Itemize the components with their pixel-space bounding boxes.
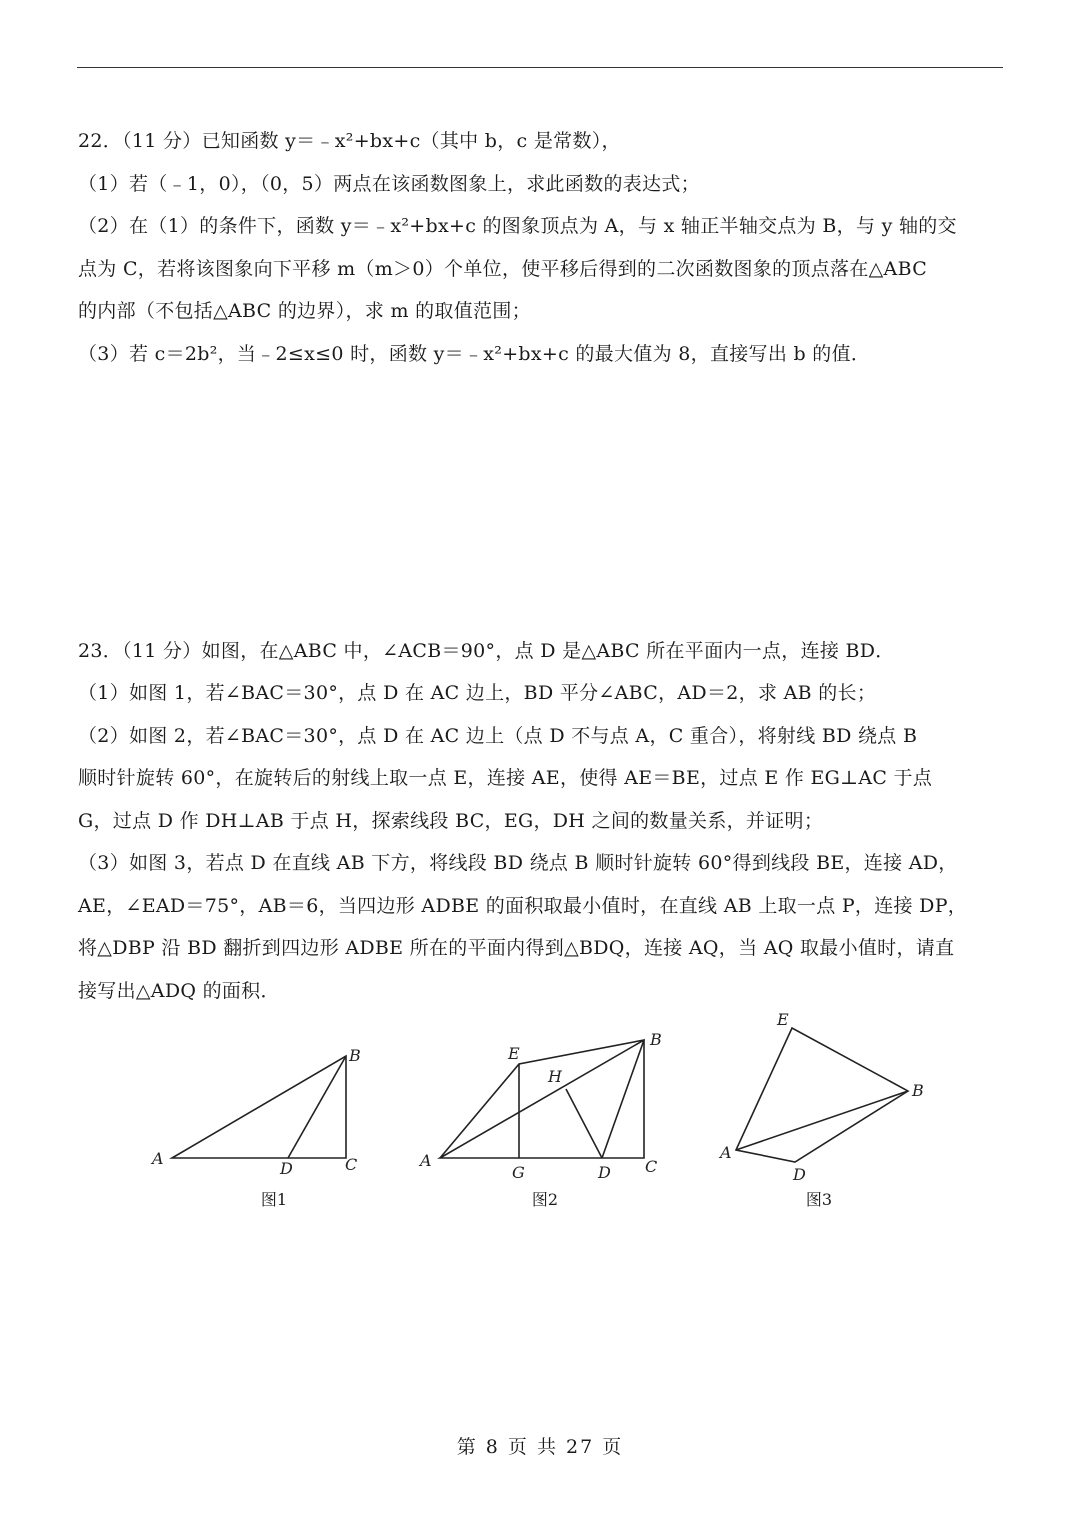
q23-line-4: 顺时针旋转 60°，在旋转后的射线上取一点 E，连接 AE，使得 AE＝BE，过点 E 作 EG⊥AC 于点 — [78, 767, 933, 789]
q23-line-1: 23．（11 分）如图，在△ABC 中，∠ACB＝90°，点 D 是△ABC 所在平面内一点，连接 BD． — [78, 640, 895, 662]
q23-line-5: G，过点 D 作 DH⊥AB 于点 H，探索线段 BC，EG，DH 之间的数量关系，并证明； — [78, 810, 824, 832]
label-b-fig3: B — [912, 1081, 924, 1100]
label-g-fig2: G — [512, 1163, 525, 1182]
figure-1-caption: 图1 — [260, 1190, 288, 1209]
quadrilateral-adbe-fig3 — [736, 1028, 908, 1162]
label-b-fig2: B — [650, 1030, 662, 1049]
label-c-fig2: C — [645, 1157, 658, 1176]
label-d-fig2: D — [598, 1163, 611, 1182]
label-b-fig1: B — [349, 1046, 361, 1065]
q23-line-6: （3）如图 3，若点 D 在直线 AB 下方，将线段 BD 绕点 B 顺时针旋转 60°得到线段 BE，连接 AD， — [78, 852, 958, 874]
q23-line-9: 接写出△ADQ 的面积． — [78, 980, 280, 1002]
triangle-abc-fig2 — [440, 1040, 644, 1158]
q23-line-7: AE，∠EAD＝75°，AB＝6，当四边形 ADBE 的面积取最小值时，在直线 AB 上取一点 P，连接 DP， — [78, 895, 968, 917]
q22-line-5: 的内部（不包括△ABC 的边界），求 m 的取值范围； — [78, 300, 531, 322]
label-a-fig2: A — [420, 1151, 432, 1170]
header-rule — [77, 67, 1003, 68]
figure-2-caption: 图2 — [531, 1190, 559, 1209]
q22-line-4: 点为 C，若将该图象向下平移 m（m＞0）个单位，使平移后得到的二次函数图象的顶点落在△ABC — [78, 258, 928, 280]
figure-2-drawing — [418, 1030, 662, 1182]
label-d-fig1: D — [280, 1159, 293, 1178]
q22-line-3: （2）在（1）的条件下，函数 y＝﹣x²+bx+c 的图象顶点为 A，与 x 轴正半轴交点为 B，与 y 轴的交 — [78, 215, 957, 237]
label-c-fig1: C — [345, 1155, 358, 1174]
segment-bd-fig1 — [288, 1056, 346, 1158]
path-aeb-fig2 — [440, 1040, 644, 1158]
page-footer: 第 8 页 共 27 页 — [456, 1436, 624, 1458]
figure-3-caption: 图3 — [805, 1190, 833, 1209]
q22-line-1: 22．（11 分）已知函数 y＝﹣x²+bx+c（其中 b，c 是常数）， — [78, 130, 621, 152]
label-e-fig3: E — [777, 1010, 789, 1029]
figure-1-drawing — [150, 1046, 361, 1178]
label-d-fig3: D — [793, 1165, 806, 1184]
q23-line-8: 将△DBP 沿 BD 翻折到四边形 ADBE 所在的平面内得到△BDQ，连接 AQ，当 AQ 取最小值时，请直 — [78, 937, 955, 959]
label-e-fig2: E — [508, 1044, 520, 1063]
label-h-fig2: H — [548, 1067, 562, 1086]
q23-line-3: （2）如图 2，若∠BAC＝30°，点 D 在 AC 边上（点 D 不与点 A，C 重合），将射线 BD 绕点 B — [78, 725, 918, 747]
figure-3-drawing — [718, 1010, 924, 1184]
label-a-fig3: A — [720, 1143, 732, 1162]
q22-line-6: （3）若 c＝2b²，当﹣2≤x≤0 时，函数 y＝﹣x²+bx+c 的最大值为 8，直接写出 b 的值． — [78, 343, 871, 365]
segment-ab-fig3 — [736, 1091, 908, 1150]
label-a-fig1: A — [152, 1149, 164, 1168]
q23-line-2: （1）如图 1，若∠BAC＝30°，点 D 在 AC 边上，BD 平分∠ABC，AD＝2，求 AB 的长； — [78, 682, 877, 704]
segment-dh-fig2 — [566, 1089, 602, 1158]
q22-line-2: （1）若（﹣1，0），（0，5）两点在该函数图象上，求此函数的表达式； — [78, 173, 700, 195]
triangle-abc-fig1 — [172, 1056, 346, 1158]
segment-bd-fig2 — [602, 1040, 644, 1158]
